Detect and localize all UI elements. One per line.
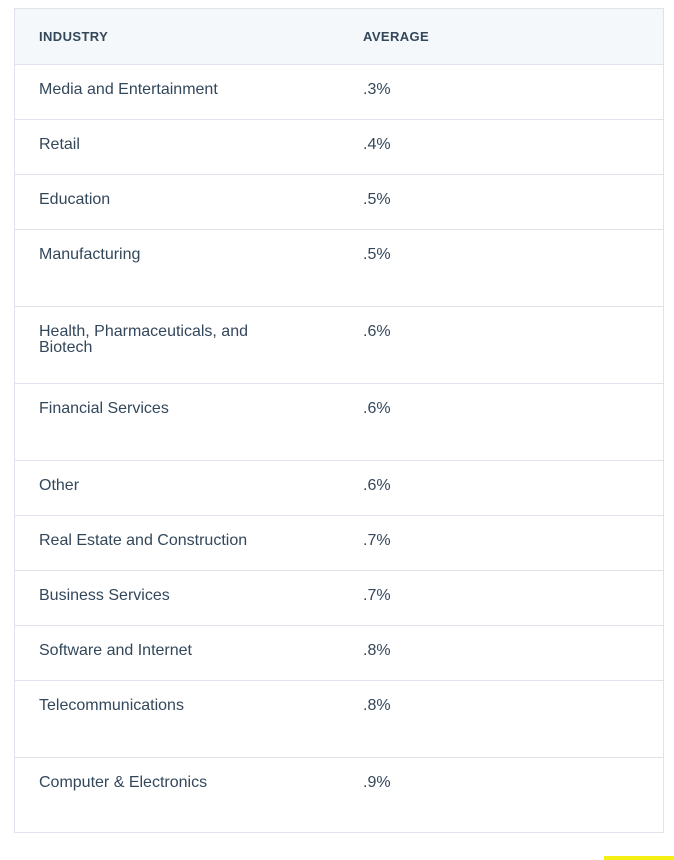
header-row [15,9,663,64]
industry-average-table [14,8,664,833]
industry-cell: Retail [15,119,339,174]
table-row [15,119,663,174]
average-cell: .7% [339,515,663,570]
table-row [15,460,663,515]
data-table [15,9,663,834]
average-cell: .6% [339,460,663,515]
highlight-bar [604,856,674,860]
column-header-average: AVERAGE [339,9,663,64]
average-cell: .8% [339,680,663,757]
table-row [15,306,663,383]
average-cell: .8% [339,625,663,680]
table-row [15,515,663,570]
table-body [15,64,663,834]
column-header-industry: INDUSTRY [15,9,339,64]
table-row [15,625,663,680]
industry-cell: Software and Internet [15,625,339,680]
average-cell: .3% [339,64,663,119]
industry-cell: Education [15,174,339,229]
average-cell: .7% [339,570,663,625]
industry-cell: Computer & Electronics [39,773,208,791]
industry-cell: Real Estate and Construction [15,515,339,570]
industry-cell: Manufacturing [15,229,339,306]
industry-cell: Financial Services [15,383,339,460]
table-header [15,9,663,64]
industry-cell: Telecommunications [15,680,339,757]
average-cell: .5% [339,229,663,306]
table-row [15,174,663,229]
average-cell: .5% [339,174,663,229]
table-row [15,757,663,834]
table-row [15,64,663,119]
table-row [15,680,663,757]
average-cell: .9% [363,773,391,791]
table-row [15,570,663,625]
industry-cell: Health, Pharmaceuticals, and Biotech [15,306,339,383]
industry-cell: Media and Entertainment [15,64,339,119]
table-row [15,383,663,460]
industry-cell: Business Services [15,570,339,625]
average-cell: .6% [339,306,663,383]
industry-cell: Other [15,460,339,515]
table-row [15,229,663,306]
average-cell: .4% [339,119,663,174]
average-cell: .6% [339,383,663,460]
